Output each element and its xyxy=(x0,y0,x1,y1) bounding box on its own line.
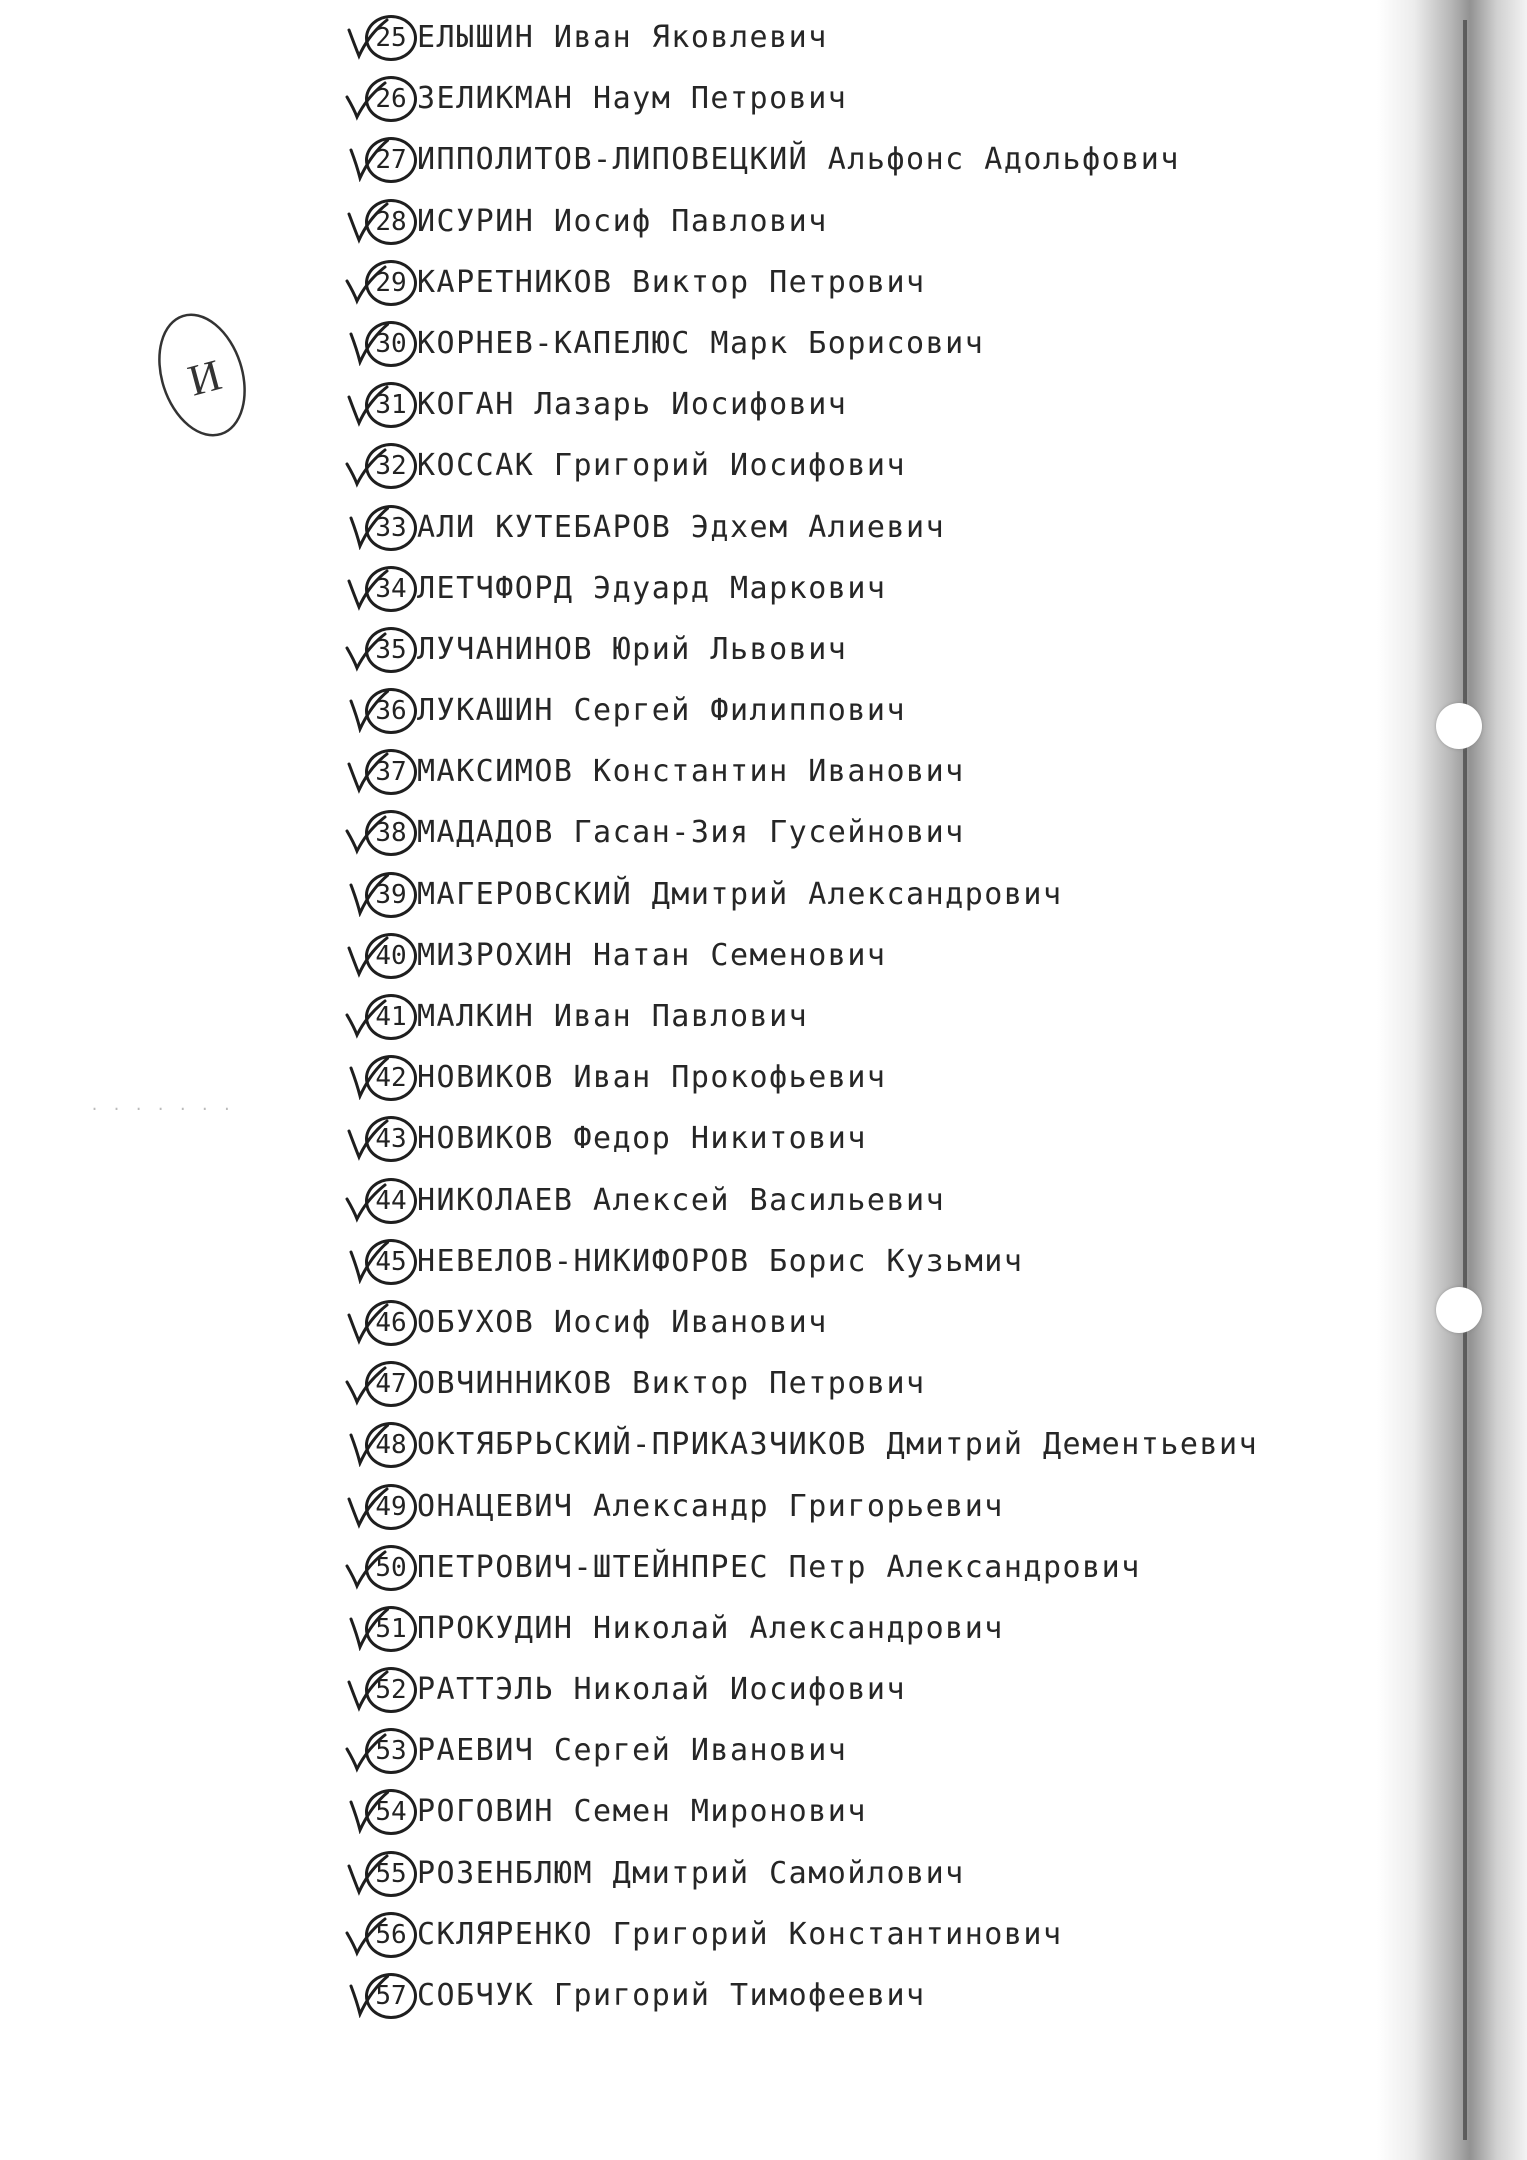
list-item xyxy=(345,620,1345,681)
name-list xyxy=(345,8,1345,2027)
entry-name: РАТТЭЛЬ Николай Иосифович xyxy=(417,1672,907,1708)
list-item xyxy=(345,69,1345,130)
entry-number: 31 xyxy=(365,382,417,428)
entry-name: НОВИКОВ Иван Прокофьевич xyxy=(417,1060,887,1096)
entry-number: 29 xyxy=(365,260,417,306)
entry-name: ЕЛЫШИН Иван Яковлевич xyxy=(417,20,828,55)
entry-number: 39 xyxy=(365,872,417,918)
list-item xyxy=(345,192,1345,253)
entry-name: КАРЕТНИКОВ Виктор Петрович xyxy=(417,264,926,300)
entry-name: МАДАДОВ Гасан-Зия Гусейнович xyxy=(417,815,965,851)
entry-name: НИКОЛАЕВ Алексей Васильевич xyxy=(417,1182,946,1218)
list-item xyxy=(345,865,1345,926)
entry-name: НОВИКОВ Федор Никитович xyxy=(417,1121,867,1157)
list-item xyxy=(345,253,1345,314)
entry-number: 28 xyxy=(365,199,417,245)
entry-number: 34 xyxy=(365,566,417,612)
entry-name: ОВЧИННИКОВ Виктор Петрович xyxy=(417,1366,926,1402)
entry-number: 35 xyxy=(365,627,417,673)
entry-name: ЛУЧАНИНОВ Юрий Львович xyxy=(417,631,848,667)
entry-name: ОКТЯБРЬСКИЙ-ПРИКАЗЧИКОВ Дмитрий Дементьевич xyxy=(417,1427,1259,1463)
list-item xyxy=(345,1721,1345,1782)
entry-name: ОНАЦЕВИЧ Александр Григорьевич xyxy=(417,1488,1004,1524)
entry-name: РОЗЕНБЛЮМ Дмитрий Самойлович xyxy=(417,1855,965,1891)
entry-number: 41 xyxy=(365,994,417,1040)
entry-name: МАКСИМОВ Константин Иванович xyxy=(417,754,965,790)
list-item xyxy=(345,1905,1345,1966)
entry-number: 49 xyxy=(365,1484,417,1530)
list-item xyxy=(345,314,1345,375)
list-item xyxy=(345,436,1345,497)
entry-number: 26 xyxy=(365,76,417,122)
list-item xyxy=(345,1171,1345,1232)
entry-name: КОССАК Григорий Иосифович xyxy=(417,448,907,484)
list-item xyxy=(345,130,1345,191)
entry-number: 51 xyxy=(365,1606,417,1652)
entry-name: МАЛКИН Иван Павлович xyxy=(417,999,809,1034)
list-item xyxy=(345,987,1345,1048)
punch-hole xyxy=(1436,1287,1482,1333)
list-item xyxy=(345,1538,1345,1599)
entry-name: АЛИ КУТЕБАРОВ Эдхем Алиевич xyxy=(417,509,946,545)
list-item xyxy=(345,1660,1345,1721)
list-item xyxy=(345,803,1345,864)
entry-number: 33 xyxy=(365,505,417,551)
entry-number: 47 xyxy=(365,1361,417,1407)
entry-name: ОБУХОВ Иосиф Иванович xyxy=(417,1304,828,1340)
entry-number: 53 xyxy=(365,1728,417,1774)
list-item xyxy=(345,1477,1345,1538)
list-item xyxy=(345,8,1345,69)
list-item xyxy=(345,1109,1345,1170)
entry-name: ИСУРИН Иосиф Павлович xyxy=(417,203,828,239)
entry-number: 30 xyxy=(365,321,417,367)
margin-mark-text: И xyxy=(183,350,227,406)
punch-hole xyxy=(1436,703,1482,749)
list-item xyxy=(345,1599,1345,1660)
list-item xyxy=(345,926,1345,987)
entry-number: 54 xyxy=(365,1789,417,1835)
entry-name: ИППОЛИТОВ-ЛИПОВЕЦКИЙ Альфонс Адольфович xyxy=(417,142,1180,178)
list-item xyxy=(345,1966,1345,2027)
entry-number: 36 xyxy=(365,688,417,734)
entry-number: 38 xyxy=(365,810,417,856)
entry-name: ЛУКАШИН Сергей Филиппович xyxy=(417,693,907,729)
scan-edge-shadow xyxy=(1377,0,1527,2160)
entry-name: ПРОКУДИН Николай Александрович xyxy=(417,1610,1004,1646)
entry-name: РАЕВИЧ Сергей Иванович xyxy=(417,1733,848,1769)
entry-number: 52 xyxy=(365,1667,417,1713)
entry-number: 46 xyxy=(365,1300,417,1346)
entry-name: ПЕТРОВИЧ-ШТЕЙНПРЕС Петр Александрович xyxy=(417,1549,1141,1585)
entry-name: ЗЕЛИКМАН Наум Петрович xyxy=(417,81,848,117)
entry-number: 42 xyxy=(365,1055,417,1101)
entry-name: МАГЕРОВСКИЙ Дмитрий Александрович xyxy=(417,876,1063,912)
entry-name: СОБЧУК Григорий Тимофеевич xyxy=(417,1978,926,2013)
entry-number: 56 xyxy=(365,1912,417,1958)
entry-number: 50 xyxy=(365,1545,417,1591)
entry-name: СКЛЯРЕНКО Григорий Константинович xyxy=(417,1916,1063,1952)
entry-name: РОГОВИН Семен Миронович xyxy=(417,1794,867,1830)
entry-number: 40 xyxy=(365,933,417,979)
list-item xyxy=(345,1293,1345,1354)
list-item xyxy=(345,1782,1345,1843)
list-item xyxy=(345,559,1345,620)
entry-number: 32 xyxy=(365,443,417,489)
scan-edge-line xyxy=(1463,20,1467,2140)
entry-number: 45 xyxy=(365,1239,417,1285)
list-item xyxy=(345,498,1345,559)
list-item xyxy=(345,1415,1345,1476)
entry-name: ЛЕТЧФОРД Эдуард Маркович xyxy=(417,570,887,606)
entry-number: 44 xyxy=(365,1178,417,1224)
list-item xyxy=(345,1232,1345,1293)
entry-name: КОГАН Лазарь Иосифович xyxy=(417,387,848,423)
faint-smudge: · · · · · · · xyxy=(90,1100,234,1118)
entry-number: 37 xyxy=(365,749,417,795)
entry-name: НЕВЕЛОВ-НИКИФОРОВ Борис Кузьмич xyxy=(417,1243,1024,1279)
entry-number: 57 xyxy=(365,1973,417,2019)
circled-margin-mark-icon xyxy=(150,305,255,445)
list-item xyxy=(345,681,1345,742)
list-item xyxy=(345,1844,1345,1905)
entry-name: КОРНЕВ-КАПЕЛЮС Марк Борисович xyxy=(417,325,985,361)
list-item xyxy=(345,742,1345,803)
entry-number: 25 xyxy=(365,15,417,61)
entry-number: 55 xyxy=(365,1851,417,1897)
entry-number: 48 xyxy=(365,1422,417,1468)
entry-number: 27 xyxy=(365,137,417,183)
entry-number: 43 xyxy=(365,1116,417,1162)
list-item xyxy=(345,375,1345,436)
list-item xyxy=(345,1048,1345,1109)
list-item xyxy=(345,1354,1345,1415)
entry-name: МИЗРОХИН Натан Семенович xyxy=(417,937,887,973)
